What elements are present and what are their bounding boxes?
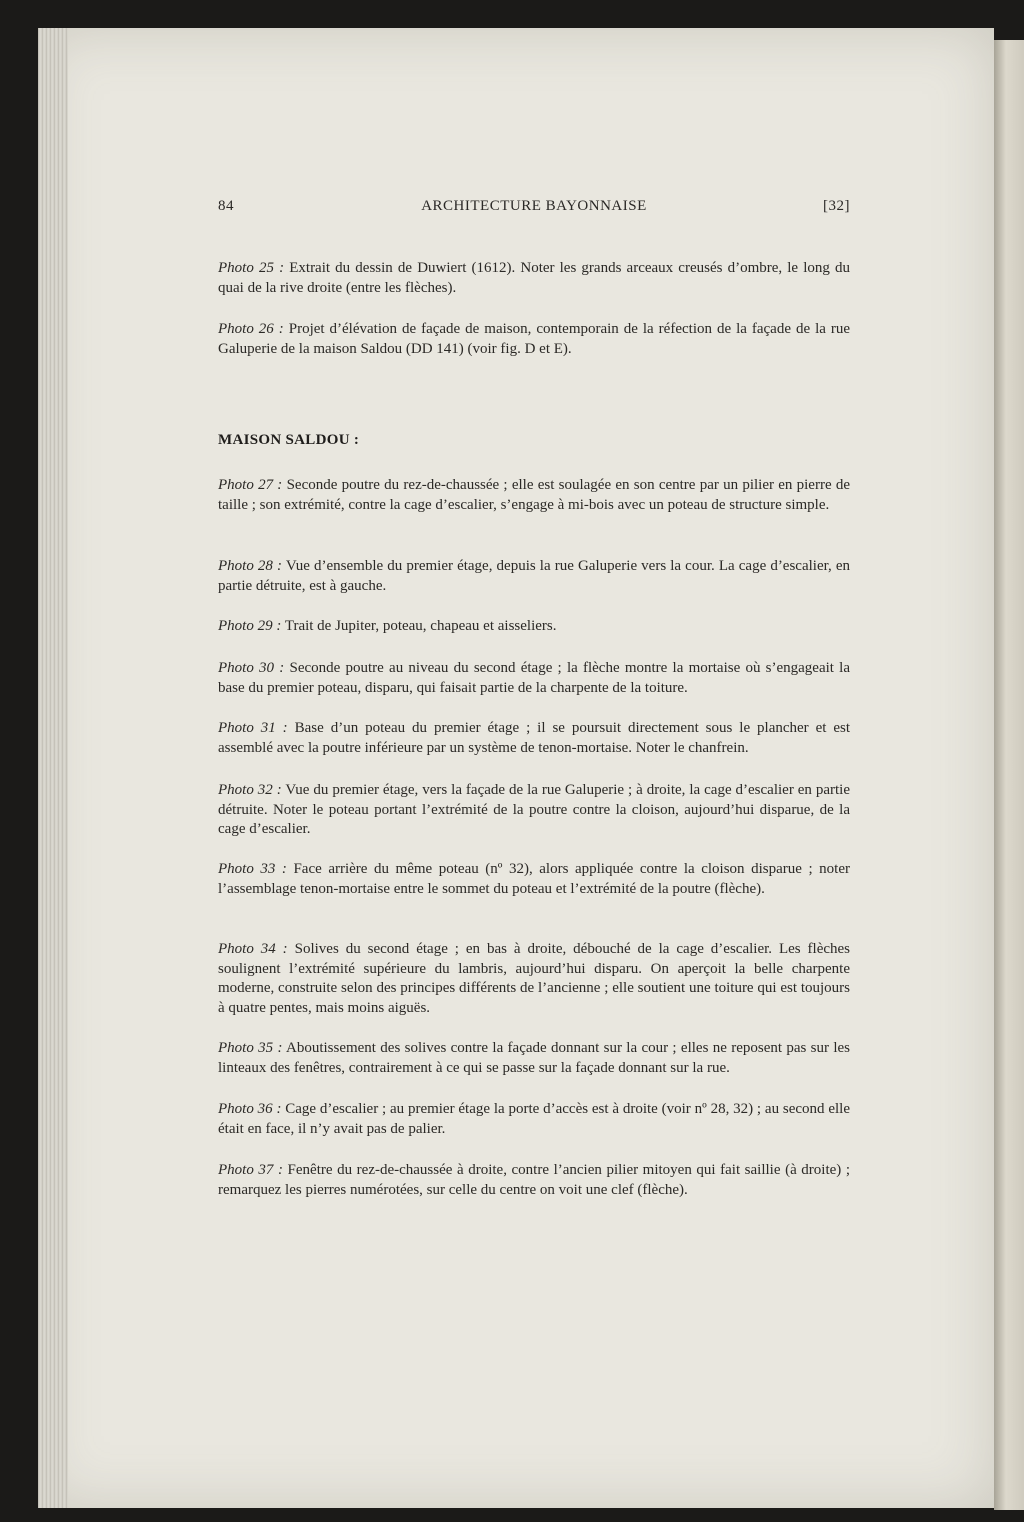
caption-photo-27 <box>218 476 850 515</box>
caption-text: Vue du premier étage, vers la façade de la rue Galuperie ; à droite, la cage d’escalier en partie détruite. Noter le poteau portant l’extrémité de la poutre contre la cloison, aujourd’hui disparue, de la cage d’escalier. <box>218 782 851 837</box>
running-title: ARCHITECTURE BAYONNAISE <box>421 198 647 214</box>
caption-photo-30 <box>218 659 850 698</box>
caption-text: Cage d’escalier ; au premier étage la porte d’accès est à droite (voir nº 28, 32) ; au second elle était en face, il n’y avait pas de palier. <box>218 1101 850 1137</box>
book-page <box>38 28 994 1508</box>
caption-photo-29 <box>218 617 850 637</box>
caption-photo-35 <box>218 1039 850 1078</box>
caption-text: Fenêtre du rez-de-chaussée à droite, contre l’ancien pilier mitoyen qui fait saillie (à droite) ; remarquez les pierres numérotées, sur celle du centre on voit une clef (flèche). <box>218 1162 851 1198</box>
caption-text: Base d’un poteau du premier étage ; il se poursuit directement sous le plancher et est assemblé avec la poutre inférieure par un système de tenon-mortaise. Noter le chanfrein. <box>218 720 851 756</box>
caption-text: Seconde poutre du rez-de-chaussée ; elle est soulagée en son centre par un pilier en pierre de taille ; son extrémité, contre la cage d’escalier, s’engage à mi-bois avec un poteau de structure simple. <box>218 477 851 513</box>
caption-label: Photo 26 : <box>218 321 284 337</box>
caption-label: Photo 28 : <box>218 558 283 574</box>
caption-text: Vue d’ensemble du premier étage, depuis la rue Galuperie vers la cour. La cage d’escalier, en partie détruite, est à gauche. <box>218 558 851 594</box>
caption-label: Photo 35 : <box>218 1040 283 1056</box>
caption-text: Extrait du dessin de Duwiert (1612). Noter les grands arceaux creusés d’ombre, le long du quai de la rive droite (entre les flèches). <box>218 260 851 296</box>
caption-label: Photo 32 : <box>218 782 282 798</box>
caption-photo-32 <box>218 781 850 840</box>
caption-text: Face arrière du même poteau (nº 32), alors appliquée contre la cloison disparue ; noter l’assemblage tenon-mortaise entre le sommet du poteau et l’extrémité de la poutre (flèche). <box>218 861 850 897</box>
page-number: 84 <box>218 198 234 214</box>
caption-photo-28 <box>218 557 850 596</box>
section-number: [32] <box>823 198 850 214</box>
section-heading: MAISON SALDOU : <box>218 432 360 448</box>
caption-photo-37 <box>218 1161 850 1200</box>
caption-photo-33 <box>218 860 850 899</box>
caption-text: Aboutissement des solives contre la façade donnant sur la cour ; elles ne reposent pas sur les linteaux des fenêtres, contrairement à ce qui se passe sur la façade donnant sur la rue. <box>218 1040 850 1076</box>
running-header <box>218 198 850 220</box>
caption-label: Photo 36 : <box>218 1101 282 1117</box>
caption-photo-36 <box>218 1100 850 1139</box>
caption-label: Photo 25 : <box>218 260 285 276</box>
caption-photo-34 <box>218 940 850 1018</box>
caption-label: Photo 29 : <box>218 618 282 634</box>
caption-label: Photo 31 : <box>218 720 288 736</box>
caption-label: Photo 34 : <box>218 941 288 957</box>
caption-label: Photo 30 : <box>218 660 285 676</box>
caption-photo-26 <box>218 320 850 359</box>
caption-text: Projet d’élévation de façade de maison, contemporain de la réfection de la façade de la rue Galuperie de la maison Saldou (DD 141) (voir fig. D et E). <box>218 321 851 357</box>
caption-photo-31 <box>218 719 850 758</box>
caption-text: Trait de Jupiter, poteau, chapeau et aisseliers. <box>284 618 557 634</box>
facing-page-edge <box>994 40 1024 1510</box>
caption-text: Solives du second étage ; en bas à droite, débouché de la cage d’escalier. Les flèches soulignent l’extrémité supérieure du lambris, aujourd’hui disparu. On aperçoit la belle charpente moderne, construite selon des principes différents de l’ancienne ; elle soutient une toiture qui est toujours à quatre pentes, mais moins aiguës. <box>218 941 851 1016</box>
caption-label: Photo 37 : <box>218 1162 283 1178</box>
caption-label: Photo 27 : <box>218 477 283 493</box>
caption-text: Seconde poutre au niveau du second étage ; la flèche montre la mortaise où s’engageait la base du premier poteau, disparu, qui faisait partie de la charpente de la toiture. <box>218 660 850 696</box>
caption-label: Photo 33 : <box>218 861 287 877</box>
page-stack-edge <box>38 28 68 1508</box>
caption-photo-25 <box>218 259 850 298</box>
